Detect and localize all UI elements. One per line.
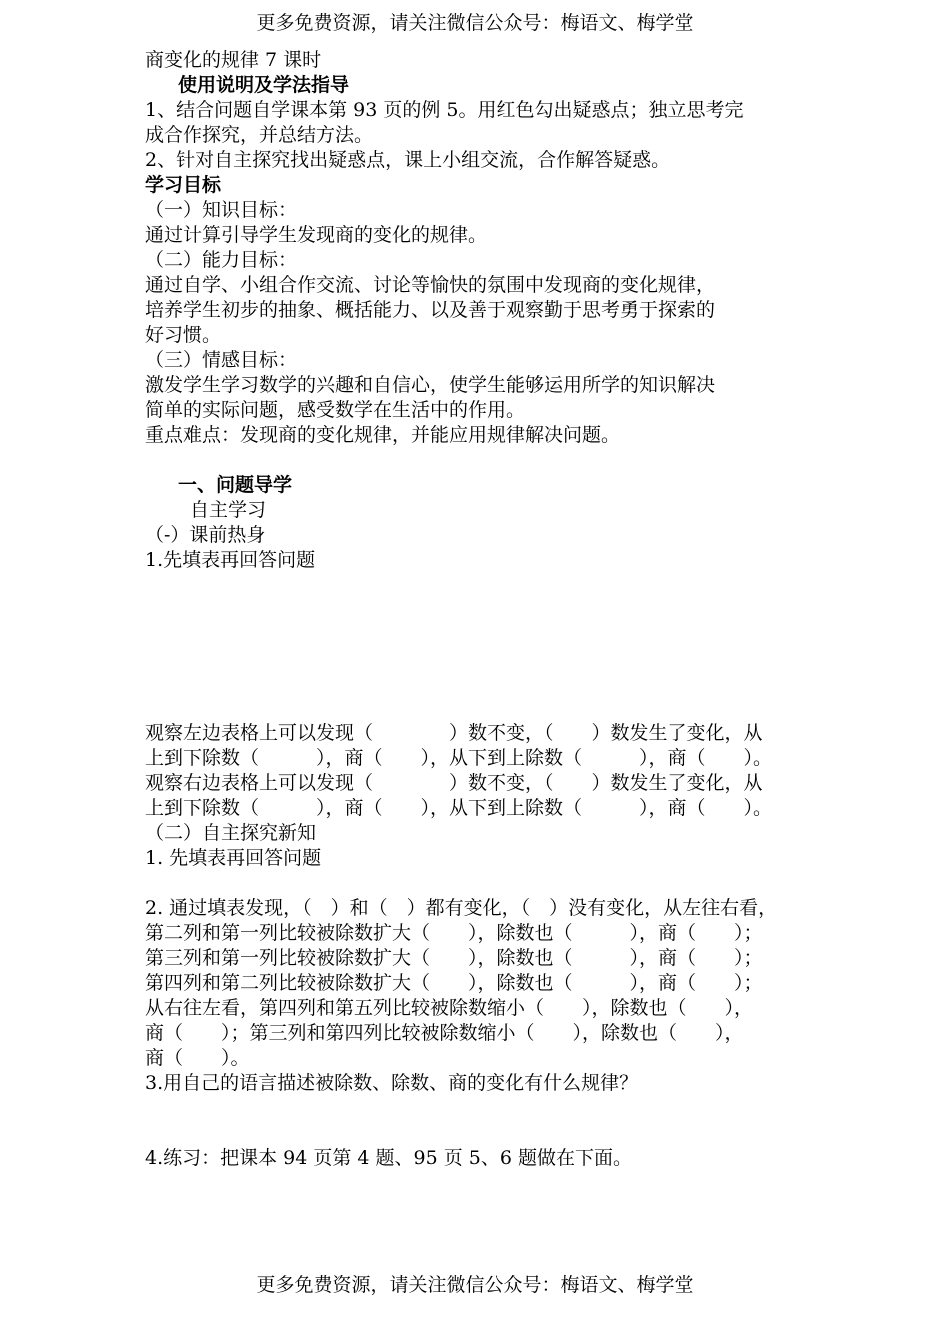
spacer [145, 1096, 825, 1121]
question-1: 1.先填表再回答问题 [145, 549, 316, 571]
table-placeholder-space [145, 573, 825, 721]
goal-ability-text: 通过自学、小组合作交流、讨论等愉快的氛围中发现商的变化规律， [145, 274, 716, 296]
observation-left-cont: 上到下除数（ ），商（ ），从下到上除数（ ），商（ ）。 [145, 747, 773, 769]
goal-ability-text: 培养学生初步的抽象、概括能力、以及善于观察勤于思考勇于探索的 [145, 299, 716, 321]
explore-question-2-line: 商（ ）；第三列和第四列比较被除数缩小（ ），除数也（ ）， [145, 1022, 744, 1044]
explore-question-1: 1. 先填表再回答问题 [145, 847, 322, 869]
goal-knowledge-label: （一）知识目标： [145, 199, 298, 221]
explore-question-2-line: 第二列和第一列比较被除数扩大（ ），除数也（ ），商（ ）； [145, 922, 763, 944]
explore-question-2-line: 第四列和第二列比较被除数扩大（ ），除数也（ ），商（ ）； [145, 972, 763, 994]
explore-question-3: 3.用自己的语言描述被除数、除数、商的变化有什么规律？ [145, 1072, 639, 1094]
goal-emotion-text: 激发学生学习数学的兴趣和自信心，使学生能够运用所学的知识解决 [145, 374, 716, 396]
observation-left: 观察左边表格上可以发现（ ）数不变，（ ）数发生了变化，从 [145, 722, 763, 744]
usage-item-1: 1、结合问题自学课本第 93 页的例 5。用红色勾出疑惑点；独立思考完 [145, 99, 744, 121]
explore-heading: （二）自主探究新知 [145, 822, 317, 844]
spacer [145, 448, 825, 473]
goal-emotion-label: （三）情感目标： [145, 349, 298, 371]
practice-question: 4.练习：把课本 94 页第 4 题、95 页 5、6 题做在下面。 [145, 1147, 633, 1169]
page-footer: 更多免费资源，请关注微信公众号：梅语文、梅学堂 [256, 1274, 694, 1296]
self-study-heading: 自主学习 [190, 499, 267, 521]
usage-item-2: 2、针对自主探究找出疑惑点，课上小组交流，合作解答疑惑。 [145, 149, 671, 171]
document-body [145, 48, 825, 1171]
explore-question-2-line: 第三列和第一列比较被除数扩大（ ），除数也（ ），商（ ）； [145, 947, 763, 969]
usage-heading: 使用说明及学法指导 [178, 74, 350, 96]
observation-right: 观察右边表格上可以发现（ ）数不变，（ ）数发生了变化，从 [145, 772, 763, 794]
observation-right-cont: 上到下除数（ ），商（ ），从下到上除数（ ），商（ ）。 [145, 797, 773, 819]
lesson-title: 商变化的规律 7 课时 [145, 49, 322, 71]
goal-emotion-text: 简单的实际问题，感受数学在生活中的作用。 [145, 399, 526, 421]
goal-ability-text: 好习惯。 [145, 324, 222, 346]
page-header: 更多免费资源，请关注微信公众号：梅语文、梅学堂 [256, 12, 694, 34]
warmup-heading: （-）课前热身 [145, 524, 266, 546]
key-points: 重点难点：发现商的变化规律，并能应用规律解决问题。 [145, 424, 621, 446]
goal-knowledge-text: 通过计算引导学生发现商的变化的规律。 [145, 224, 488, 246]
goal-ability-label: （二）能力目标： [145, 249, 298, 271]
section-heading: 一、问题导学 [178, 474, 293, 496]
spacer [145, 871, 825, 896]
explore-question-2-line: 商（ ）。 [145, 1047, 250, 1069]
explore-question-2-line: 从右往左看，第四列和第五列比较被除数缩小（ ），除数也（ ）， [145, 997, 754, 1019]
spacer [145, 1121, 825, 1146]
usage-item-1-cont: 成合作探究，并总结方法。 [145, 124, 374, 146]
goals-heading: 学习目标 [145, 174, 222, 196]
explore-question-2: 2. 通过填表发现，（ ）和（ ）都有变化，（ ）没有变化，从左往右看， [145, 897, 778, 919]
